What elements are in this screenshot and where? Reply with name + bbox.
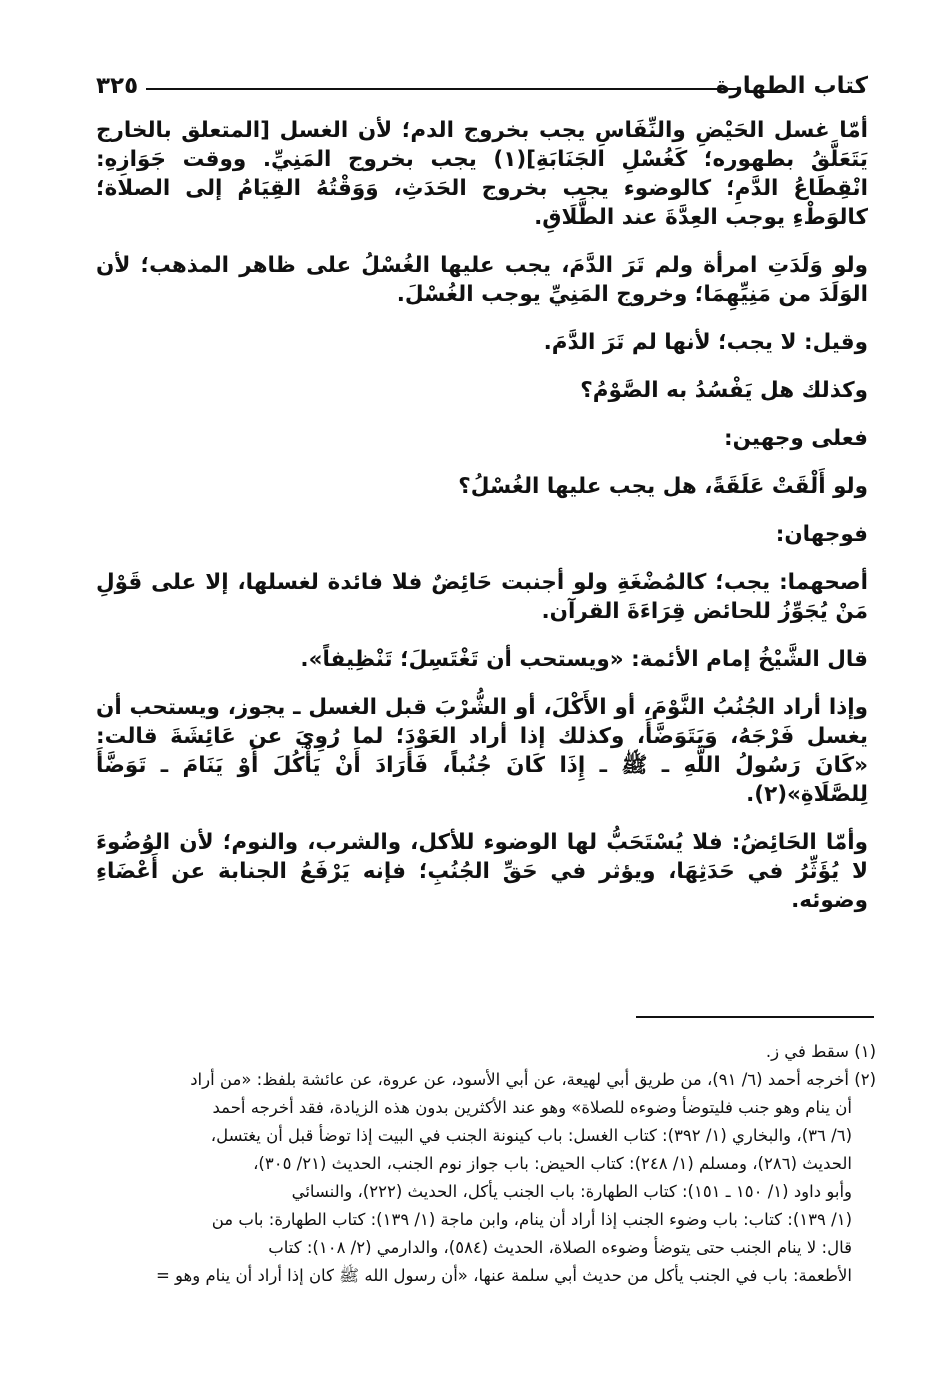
paragraph: أصحهما: يجب؛ كالمُضْغَةِ ولو أجنبت حَائِضٌ فلا فائدة لغسلها، إلا على قَوْلِ مَنْ يُجَوِّزُ للحائض قِرَاءَةَ القرآن. (96, 570, 868, 624)
paragraph: وقيل: لا يجب؛ لأنها لم تَرَ الدَّمَ. (543, 330, 868, 355)
footnote-line: (٦/ ٣٦)، والبخاري (١/ ٣٩٢): كتاب الغسل: باب كينونة الجنب في البيت إذا توضأ قبل أن يغتسل، (210, 1126, 852, 1145)
paragraph: ولو أَلْقَتْ عَلَقَةً، هل يجب عليها الغُسْلُ؟ (458, 474, 868, 499)
running-header (96, 62, 868, 102)
main-text (96, 116, 868, 934)
footnotes (96, 1038, 876, 1290)
paragraph: فعلى وجهين: (723, 426, 868, 451)
header-rule (146, 88, 738, 90)
footnote-line: الأطعمة: باب في الجنب يأكل من حديث أبي سلمة عنها، «أن رسول الله ﷺ كان إذا أراد أن ينام وهو = (155, 1266, 852, 1285)
paragraph: قال الشَّيْخُ إمام الأئمة: «ويستحب أن تَغْتَسِلَ؛ تَنْظِيفاً». (300, 647, 868, 672)
paragraph: ولو وَلَدَتِ امرأة ولم تَرَ الدَّمَ، يجب عليها الغُسْلُ على ظاهر المذهب؛ لأن الوَلَدَ من مَنِيِّهِمَا؛ وخروج المَنِيِّ يوجب الغُسْلَ. (96, 253, 868, 307)
footnote-separator (636, 1016, 874, 1018)
page-number: ٣٢٥ (96, 73, 139, 99)
chapter-title: كتاب الطهارة (715, 73, 868, 99)
paragraph: أمّا غسل الحَيْضِ والنِّفَاسِ يجب بخروج الدم؛ لأن الغسل [المتعلق بالخارج يَتَعَلَّقُ بطهوره؛ كَغُسْلِ الجَنَابَةِ](١) يجب بخروج المَنِيِّ. ووقت جَوَازِهِ: انْقِطَاعُ الدَّمِ؛ كالوضوء يجب بخروج الحَدَثِ، وَوَقْتُهُ القِيَامُ إلى الصلاة؛ كالوَطْءِ يوجب العِدَّةَ عند الطَّلَاقِ. (96, 118, 868, 230)
footnote-line: (١) سقط في ز. (765, 1042, 876, 1061)
paragraph: وإذا أراد الجُنُبُ النَّوْمَ، أو الأَكْلَ، أو الشُّرْبَ قبل الغسل ـ يجوز، ويستحب أن يغسل فَرْجَهُ، وَيَتَوَضَّأَ، وكذلك إذا أراد العَوْدَ؛ لما رُوِيَ عن عَائِشَةَ قالت: «كَانَ رَسُولُ اللَّهِ ـ ﷺ ـ إِذَا كَانَ جُنُباً، فَأَرَادَ أَنْ يَأْكُلَ أَوْ يَنَامَ ـ تَوَضَّأَ لِلصَّلَاةِ»(٢). (96, 695, 868, 807)
footnote-line: (٢) أخرجه أحمد (٦/ ٩١)، من طريق أبي لهيعة، عن أبي الأسود، عن عروة، عن عائشة بلفظ: «من أراد (190, 1070, 876, 1089)
footnote-line: أن ينام وهو جنب فليتوضأ وضوءه للصلاة» وهو عند الأكثرين بدون هذه الزيادة، فقد أخرجه أحمد (212, 1098, 852, 1117)
paragraph: وأمّا الحَائِضُ: فلا يُسْتَحَبُّ لها الوضوء للأكل، والشرب، والنوم؛ لأن الوُضُوءَ لا يُؤَثِّرُ في حَدَثِهَا، ويؤثر في حَقِّ الجُنُبِ؛ فإنه يَرْفَعُ الجنابة عن أَعْضَاءِ وضوئه. (96, 830, 868, 913)
footnote-line: وأبو داود (١/ ١٥٠ ـ ١٥١): كتاب الطهارة: باب الجنب يأكل، الحديث (٢٢٢)، والنسائي (291, 1182, 852, 1201)
footnote-line: (١/ ١٣٩): كتاب: باب وضوء الجنب إذا أراد أن ينام، وابن ماجة (١/ ١٣٩): كتاب الطهارة: باب من (211, 1210, 852, 1229)
footnote-line: الحديث (٢٨٦)، ومسلم (١/ ٢٤٨): كتاب الحيض: باب جواز نوم الجنب، الحديث (٢١/ ٣٠٥)، (253, 1154, 852, 1173)
footnote-line: قال: لا ينام الجنب حتى يتوضأ وضوءه الصلاة، الحديث (٥٨٤)، والدارمي (٢/ ١٠٨): كتاب (268, 1238, 852, 1257)
paragraph: وكذلك هل يَفْسُدُ به الصَّوْمُ؟ (580, 378, 868, 403)
paragraph: فوجهان: (775, 522, 868, 547)
